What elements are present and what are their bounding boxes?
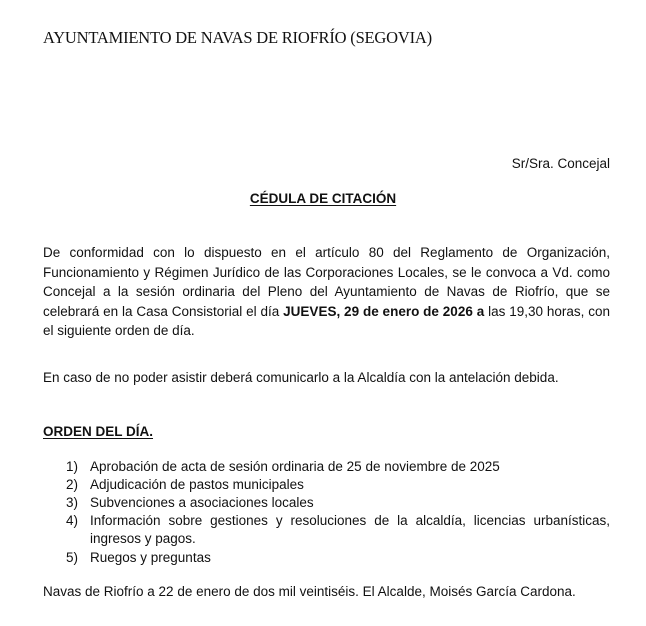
- agenda-item: [66, 458, 610, 476]
- agenda-list: [66, 458, 610, 567]
- attendance-notice: En caso de no poder asistir deberá comunicarlo a la Alcaldía con la antelación debida.: [43, 370, 559, 385]
- agenda-item: [66, 512, 610, 548]
- convocation-text-part2: las 19,30 horas, con el siguiente orden de día.: [43, 303, 611, 338]
- closing-signature: Navas de Riofrío a 22 de enero de dos mil veintiséis. El Alcalde, Moisés García Cardona.: [43, 584, 576, 599]
- agenda-item-text: Adjudicación de pastos municipales: [90, 477, 304, 492]
- document-title-text: CÉDULA DE CITACIÓN: [249, 191, 397, 206]
- agenda-item-number: 1): [66, 459, 79, 474]
- agenda-item: [66, 549, 610, 567]
- convocation-paragraph: [43, 243, 610, 341]
- document-title: [0, 191, 646, 206]
- session-date: JUEVES, 29 de enero de 2026 a: [283, 303, 485, 319]
- agenda-item-text: Subvenciones a asociaciones locales: [90, 495, 314, 510]
- agenda-item-text: Ruegos y preguntas: [90, 550, 211, 565]
- recipient-line: Sr/Sra. Concejal: [511, 156, 610, 171]
- convocation-text-part1: De conformidad con lo dispuesto en el artículo 80 del Reglamento de Organización, Funcionamiento y Régimen Jurídico de las Corporaciones Locales, se le convoca a Vd. como Concejal a la sesión ordinaria del Pleno del Ayuntamiento de Navas de Riofrío, que se celebrará en la Casa Consistorial el día: [43, 245, 610, 319]
- agenda-item-text: Aprobación de acta de sesión ordinaria de 25 de noviembre de 2025: [90, 459, 500, 474]
- agenda-item-number: 4): [66, 513, 79, 528]
- agenda-item-number: 3): [66, 495, 79, 510]
- agenda-item-number: 2): [66, 477, 79, 492]
- agenda-item-text: Información sobre gestiones y resoluciones de la alcaldía, licencias urbanísticas, ingresos y pagos.: [90, 513, 610, 546]
- agenda-heading: ORDEN DEL DÍA.: [43, 424, 154, 439]
- agenda-item-number: 5): [66, 550, 79, 565]
- agenda-item: [66, 476, 610, 494]
- municipality-header: AYUNTAMIENTO DE NAVAS DE RIOFRÍO (SEGOVIA): [43, 28, 432, 47]
- agenda-item: [66, 494, 610, 512]
